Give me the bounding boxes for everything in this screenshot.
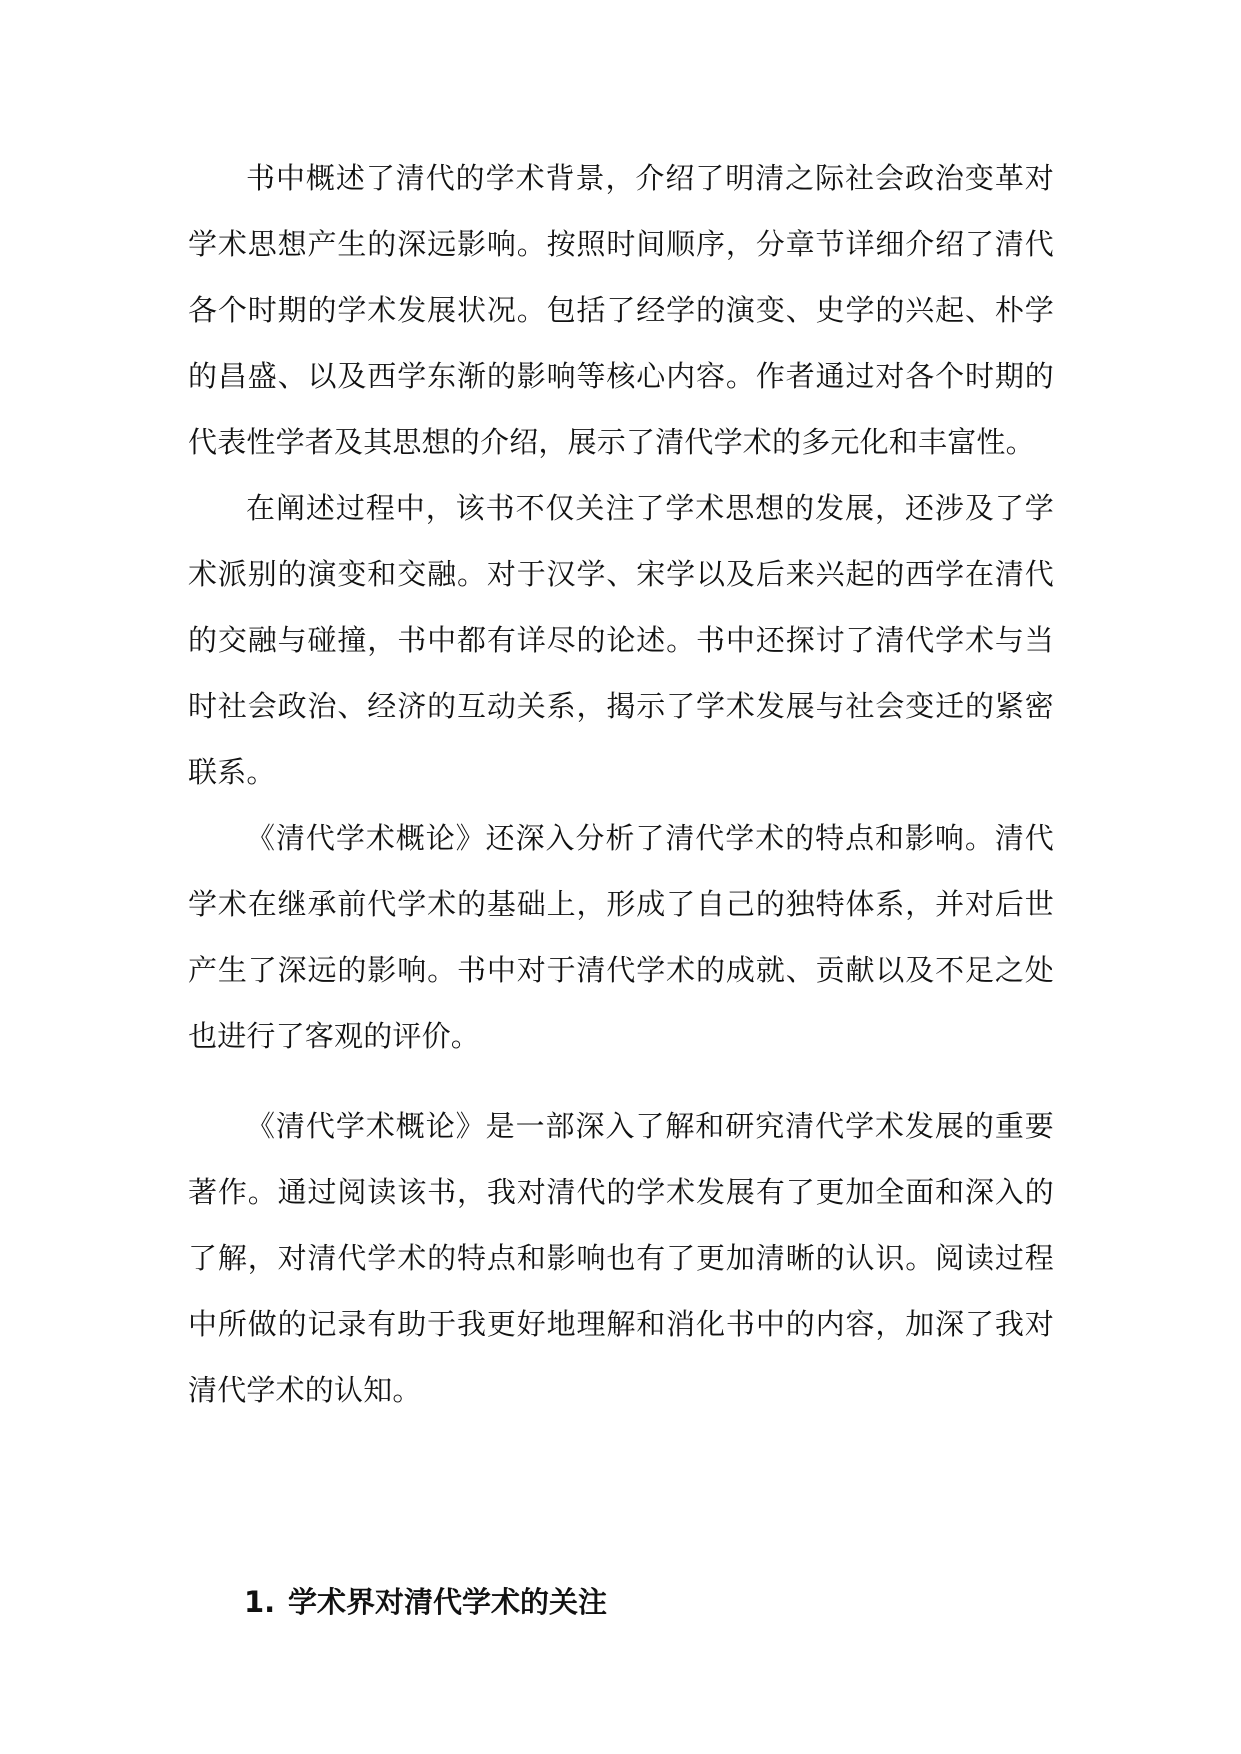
section-title: 学术界对清代学术的关注 bbox=[288, 1585, 608, 1619]
paragraph-1: 书中概述了清代的学术背景，介绍了明清之际社会政治变革对学术思想产生的深远影响。按照时间顺序，分章节详细介绍了清代各个时期的学术发展状况。包括了经学的演变、史学的兴起、朴学的昌盛、以及西学东渐的影响等核心内容。作者通过对各个时期的代表性学者及其思想的介绍，展示了清代学术的多元化和丰富性。 bbox=[188, 161, 1054, 459]
body-text bbox=[188, 145, 1054, 1423]
paragraph-2: 在阐述过程中，该书不仅关注了学术思想的发展，还涉及了学术派别的演变和交融。对于汉学、宋学以及后来兴起的西学在清代的交融与碰撞，书中都有详尽的论述。书中还探讨了清代学术与当时社会政治、经济的互动关系，揭示了学术发展与社会变迁的紧密联系。 bbox=[188, 491, 1054, 789]
paragraph-4: 《清代学术概论》是一部深入了解和研究清代学术发展的重要著作。通过阅读该书，我对清代的学术发展有了更加全面和深入的了解，对清代学术的特点和影响也有了更加清晰的认识。阅读过程中所做的记录有助于我更好地理解和消化书中的内容，加深了我对清代学术的认知。 bbox=[188, 1109, 1054, 1407]
paragraph-3: 《清代学术概论》还深入分析了清代学术的特点和影响。清代学术在继承前代学术的基础上，形成了自己的独特体系，并对后世产生了深远的影响。书中对于清代学术的成就、贡献以及不足之处也进行了客观的评价。 bbox=[188, 821, 1054, 1053]
section-number: 1. bbox=[244, 1585, 276, 1619]
section-heading bbox=[244, 1582, 607, 1622]
